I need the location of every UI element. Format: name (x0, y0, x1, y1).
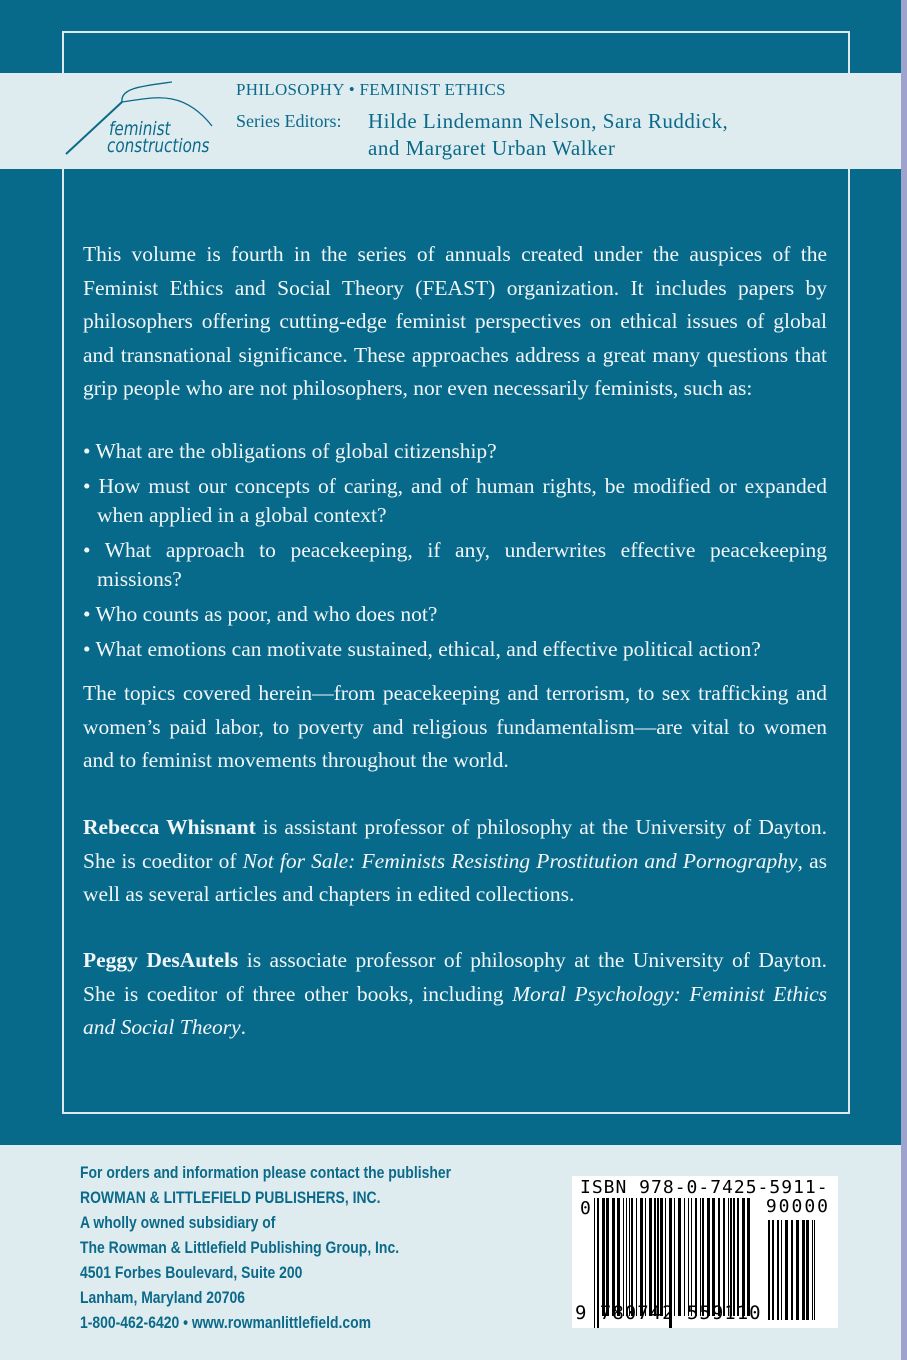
question-item: • How must our concepts of caring, and of human rights, be modified or expanded when applied in a global context? (83, 474, 827, 527)
series-logo: feminist constructions (62, 78, 222, 164)
author-bio-desautels: Peggy DesAutels is associate professor of philosophy at the University of Dayton. She is coeditor of three other books, including Moral Psychology: Feminist Ethics and Social Theory. (83, 948, 828, 1039)
series-editors: Hilde Lindemann Nelson, Sara Ruddick, and Margaret Urban Walker (368, 109, 729, 160)
isbn-barcode: ISBN 978-0-7425-5911-0 90000 9 780742 559110 (572, 1176, 838, 1328)
category: PHILOSOPHY • FEMINIST ETHICS (236, 80, 506, 99)
series-label: Series Editors: (236, 111, 342, 131)
edge-strip (901, 0, 907, 1360)
question-item: • What approach to peacekeeping, if any, underwrites effective peacekeeping missions? (83, 538, 828, 591)
question-item: • What are the obligations of global citizenship? (83, 439, 497, 463)
question-list (83, 437, 827, 670)
publisher-info: For orders and information please contact the publisher ROWMAN & LITTLEFIELD PUBLISHERS, INC. A wholly owned subsidiary of The Rowman & Littlefield Publishing Group, Inc. 4501 Forbes Boulevard, Suite 200 Lanham, Maryland 20706 1-800-462-6420 • www.rowmanlittlefield.com (80, 1163, 452, 1332)
author-bio-whisnant: Rebecca Whisnant is assistant professor of philosophy at the University of Dayton. She is coeditor of Not for Sale: Feminists Resisting Prostitution and Pornography, as well as several articles and chapters in edited collections. (83, 815, 827, 906)
intro-paragraph: This volume is fourth in the series of annuals created under the auspices of the Feminist Ethics and Social Theory (FEAST) organization. It includes papers by philosophers offering cutting-edge feminist perspectives on ethical issues of global and transnational significance. These approaches address a great many questions that grip people who are not philosophers, nor even necessarily feminists, such as: (83, 242, 827, 400)
question-item: • Who counts as poor, and who does not? (83, 602, 438, 626)
topics-paragraph: The topics covered herein—from peacekeeping and terrorism, to sex trafficking and women’s paid labor, to poverty and religious fundamentalism—are vital to women and to feminist movements throughout the world. (83, 681, 827, 772)
question-item: • What emotions can motivate sustained, ethical, and effective political action? (83, 637, 761, 661)
